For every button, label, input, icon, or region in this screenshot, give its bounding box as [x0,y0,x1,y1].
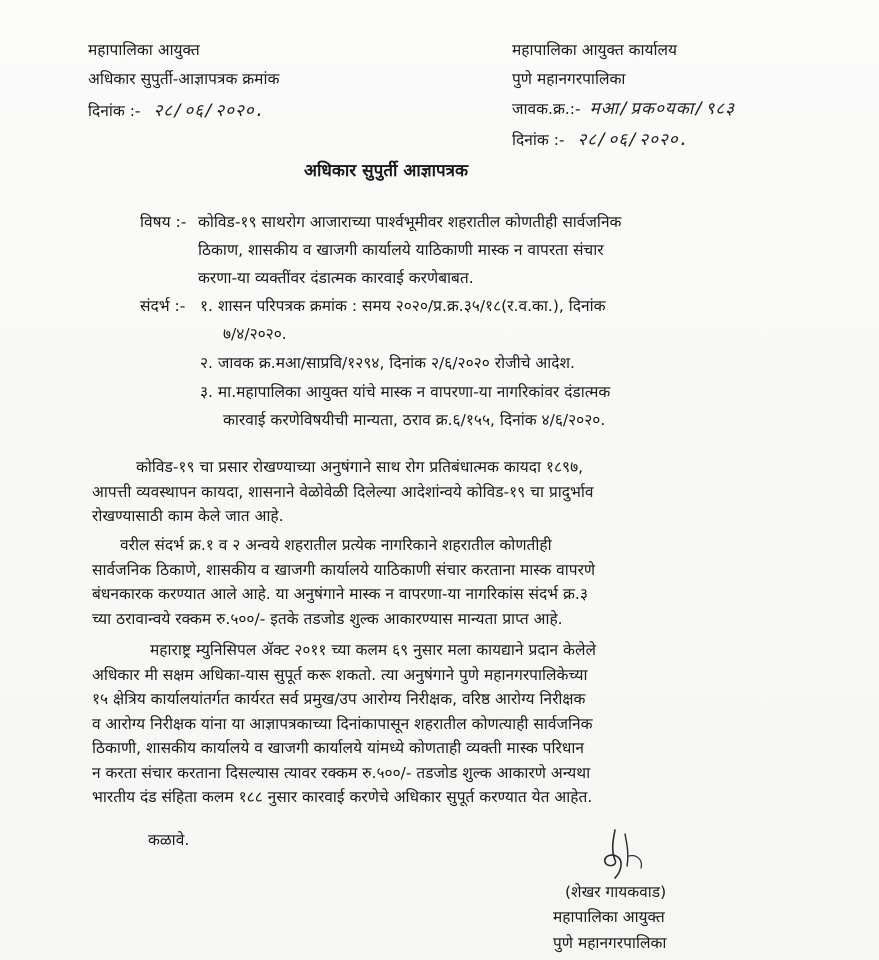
paragraph-line: १५ क्षेत्रिय कार्यालयांतर्गत कार्यरत सर्व प्रमुख/उप आरोग्य निरीक्षक, वरिष्ठ आरोग्य निरीक्षक [92,690,586,708]
paragraph-line: भारतीय दंड संहिता कलम १८८ नुसार कारवाई करणेचे अधिकार सुपूर्त करण्यात येत आहेत. [92,788,593,806]
signatory-organization: पुणे महानगरपालिका [553,934,667,952]
outward-number-label: जावक.क्र.:- [512,100,581,118]
paragraph-3 [92,638,782,810]
paragraph-line: न करता संचार करताना दिसल्यास त्यावर रक्कम रु.५००/- तडजोड शुल्क आकारणे अन्यथा [92,763,591,782]
reference-item: ७/४/२०२०. [223,325,287,343]
paragraph-line: रोखण्यासाठी काम केले जात आहे. [92,507,284,525]
paragraph-1 [92,455,782,529]
paragraph-line: अधिकार मी सक्षम अधिका-यास सुपूर्त करू शकतो. त्या अनुषंगाने पुणे महानगरपालिकेच्या [92,665,588,684]
signatory-designation: महापालिका आयुक्त [553,908,665,926]
left-date-value: २८/०६/२०२०. [153,101,266,121]
reference-item: २. जावक क्र.मआ/साप्रवि/१२९४, दिनांक २/६/२०२० रोजीचे आदेश. [200,354,575,372]
reference-item: कारवाई करणेविषयीची मान्यता, ठराव क्र.६/१५५, दिनांक ४/६/२०२०. [223,411,606,429]
outward-number-value: मआ/प्रक०यका/९८३ [589,99,735,119]
left-date-row [88,98,266,121]
references-label: संदर्भ :- [140,297,186,315]
paragraph-line: महाराष्ट्र म्युनिसिपल ॲक्ट २०११ च्या कलम ६९ नुसार मला कायद्याने प्रदान केलेले [150,641,596,659]
organization-name: पुणे महानगरपालिका [512,70,626,88]
signatory-name: (शेखर गायकवाड) [565,883,667,901]
paragraph-2 [92,533,782,631]
paragraph-line: कोविड-१९ चा प्रसार रोखण्याच्या अनुषंगाने साथ रोग प्रतिबंधात्मक कायदा १८९७, [136,458,584,476]
subject-line: ठिकाण, शासकीय व खाजगी कार्यालये याठिकाणी मास्क न वापरता संचार [198,241,604,259]
subject-label: विषय :- [140,213,187,231]
subject-line: कोविड-१९ साथरोग आजाराच्या पार्श्वभूमीवर शहरातील कोणतीही सार्वजनिक [198,213,622,231]
paragraph-line: सार्वजनिक ठिकाणे, शासकीय व खाजगी कार्यालये याठिकाणी संचार करताना मास्क वापरणे [92,560,596,579]
office-name: महापालिका आयुक्त कार्यालय [512,41,678,59]
right-date-label: दिनांक :- [512,131,565,149]
reference-item: ३. मा.महापालिका आयुक्त यांचे मास्क न वापरणा-या नागरिकांवर दंडात्मक [200,383,611,401]
paragraph-line: व आरोग्य निरीक्षक यांना या आज्ञापत्रकाच्या दिनांकापासून शहरातील कोणत्याही सार्वजनिक [92,714,593,733]
order-number-label: अधिकार सुपुर्ती-आज्ञापत्रक क्रमांक [88,70,280,88]
outward-number-row [512,96,735,119]
left-date-label: दिनांक :- [88,102,141,120]
signature-ink [585,826,665,886]
closing-text: कळावे. [148,831,190,849]
right-date-row [512,127,690,150]
paragraph-line: आपत्ती व्यवस्थापन कायदा, शासनाने वेळोवेळी दिलेल्या आदेशांन्वये कोविड-१९ चा प्रादुर्भाव [92,482,594,501]
reference-item: १. शासन परिपत्रक क्रमांक : समय २०२०/प्र.क्र.३५/१८(र.व.का.), दिनांक [200,297,606,315]
paragraph-line: बंधनकारक करण्यात आले आहे. या अनुषंगाने मास्क न वापरणा-या नागरिकांस संदर्भ क्र.३ [92,585,588,603]
document-title: अधिकार सुपुर्ती आज्ञापत्रक [304,161,469,181]
subject-line: करणा-या व्यक्तींवर दंडात्मक कारवाई करणेबाबत. [198,269,474,287]
paragraph-line: ठिकाणी, शासकीय कार्यालये व खाजगी कार्यालये यांमध्ये कोणताही व्यक्ती मास्क परिधान [92,739,584,757]
sender-designation: महापालिका आयुक्त [88,41,200,59]
paragraph-line: वरील संदर्भ क्र.१ व २ अन्वये शहरातील प्रत्येक नागरिकाने शहरातील कोणतीही [120,536,552,554]
paragraph-line: च्या ठरावान्वये रक्कम रु.५००/- इतके तडजोड शुल्क आकारण्यास मान्यता प्राप्त आहे. [92,609,563,628]
right-date-value: २८/०६/२०२०. [577,130,690,150]
